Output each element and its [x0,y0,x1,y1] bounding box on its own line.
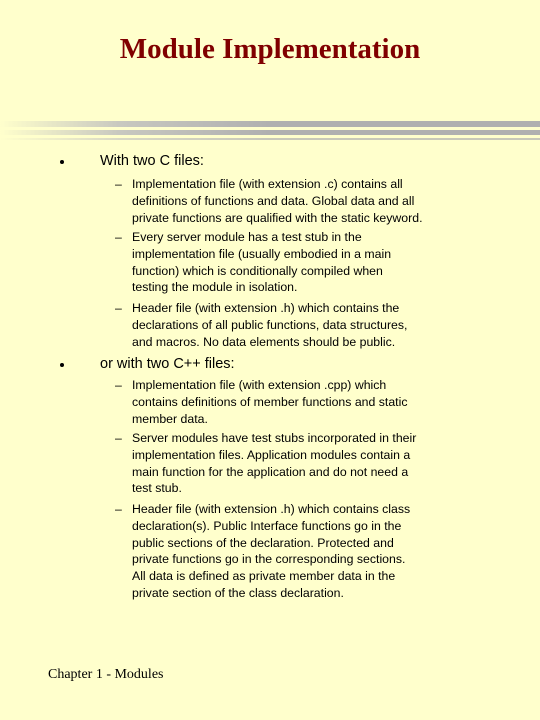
dash-icon: – [115,177,122,191]
subitem-line: definitions of functions and data. Global data and all [132,193,415,208]
dash-icon: – [115,230,122,244]
subitem-c-test-stub [115,229,475,296]
subitem-line: private functions go in the corresponding sections. [132,552,406,567]
bullet-dot-icon [60,160,64,164]
subitem-line: private functions are qualified with the static keyword. [132,210,423,225]
subitem-line: Every server module has a test stub in the [132,230,362,244]
bullet-text: With two C files: [100,153,204,169]
subitem-line: private section of the class declaration. [132,585,344,600]
dash-icon: – [115,431,122,445]
title-divider [0,121,540,141]
dash-icon: – [115,301,122,315]
subitem-line: Header file (with extension .h) which contains the [132,301,400,315]
subitem-cpp-implementation-file [115,377,475,427]
subitem-c-header-file [115,300,475,350]
subitem-cpp-header-file [115,501,475,602]
bullet-dot-icon [60,363,64,367]
subitem-line: Implementation file (with extension .cpp) which [132,378,387,392]
subitem-line: All data is defined as private member data in the [132,569,396,584]
subitem-line: Server modules have test stubs incorporated in their [132,431,417,445]
subitem-line: implementation files. Application modules contain a [132,447,411,462]
subitem-line: main function for the application and do not need a [132,464,409,479]
subitem-line: testing the module in isolation. [132,280,298,295]
subitem-cpp-test-stubs [115,430,475,497]
bullet-text: or with two C++ files: [100,356,235,372]
subitem-line: declaration(s). Public Interface functions go in the [132,518,402,533]
subitem-c-implementation-file [115,176,475,226]
dash-icon: – [115,378,122,392]
subitem-line: and macros. No data elements should be public. [132,334,396,349]
subitem-line: test stub. [132,481,182,496]
subitem-line: function) which is conditionally compiled when [132,263,383,278]
slide-title: Module Implementation [119,33,421,65]
subitem-line: public sections of the declaration. Protected and [132,535,394,550]
dash-icon: – [115,502,122,516]
subitem-line: declarations of all public functions, data structures, [132,317,408,332]
subitem-line: Header file (with extension .h) which contains class [132,502,411,516]
subitem-line: member data. [132,411,208,426]
subitem-line: contains definitions of member functions and static [132,394,408,409]
subitem-line: Implementation file (with extension .c) contains all [132,177,403,191]
slide-footer: Chapter 1 - Modules [48,667,164,682]
subitem-line: implementation file (usually embodied in a main [132,246,392,261]
